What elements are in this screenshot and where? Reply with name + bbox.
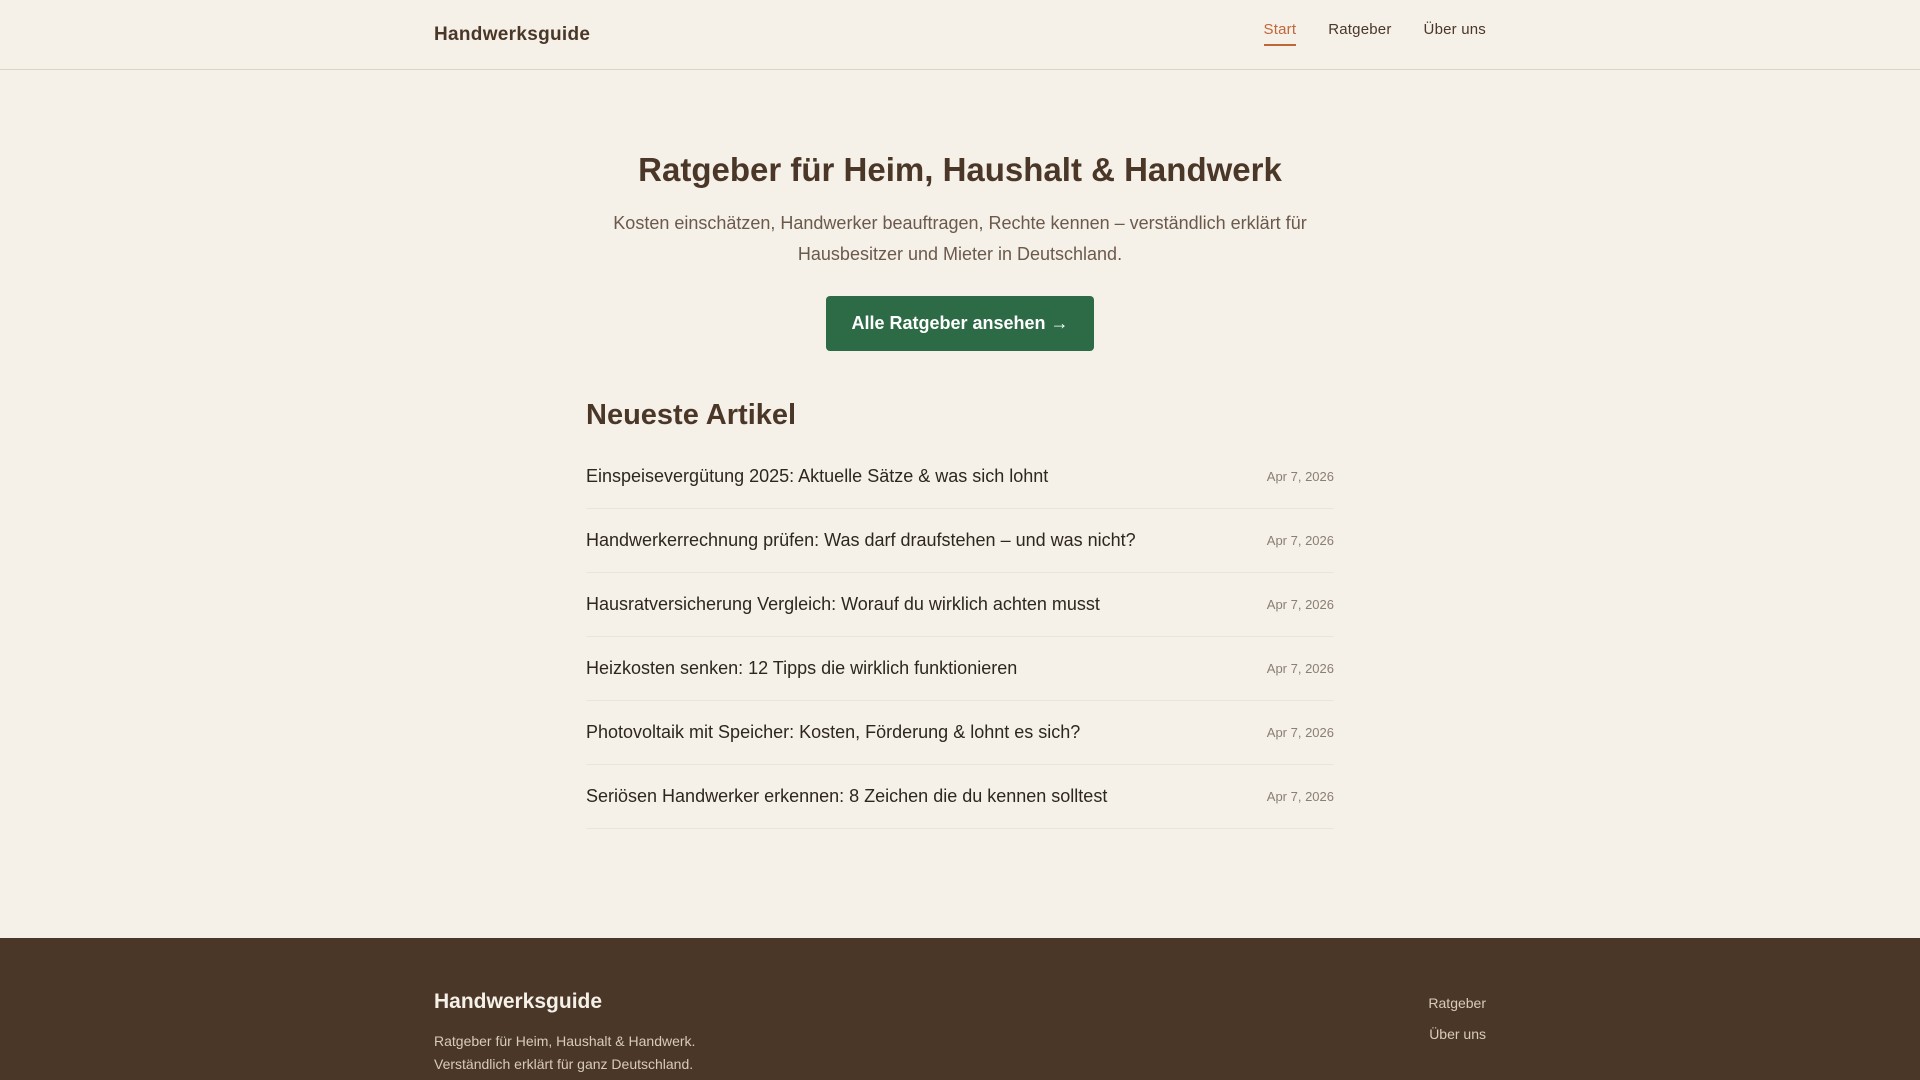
article-title[interactable]: Einspeisevergütung 2025: Aktuelle Sätze & was sich lohnt <box>586 466 1049 486</box>
article-row <box>586 701 1334 765</box>
footer-nav <box>1428 990 1486 1076</box>
hero-subtitle: Kosten einschätzen, Handwerker beauftragen, Rechte kennen – verständlich erklärt für Hausbesitzer und Mieter in Deutschland. <box>613 213 1307 264</box>
nav-item-ratgeber[interactable]: Ratgeber <box>1328 21 1392 38</box>
article-row <box>586 445 1334 509</box>
hero-section <box>0 151 1920 351</box>
footer-description <box>434 1030 734 1076</box>
footer-description-line: Verständlich erklärt für ganz Deutschland. <box>434 1056 694 1072</box>
article-row <box>586 765 1334 829</box>
article-date: Apr 7, 2026 <box>1266 789 1334 804</box>
footer-inner <box>434 938 1486 1076</box>
article-row <box>586 637 1334 701</box>
site-logo[interactable]: Handwerksguide <box>434 24 591 45</box>
latest-articles-section <box>586 399 1334 829</box>
footer-link-ueber-uns[interactable]: Über uns <box>1429 1026 1486 1042</box>
site-footer <box>0 938 1920 1080</box>
article-title[interactable]: Seriösen Handwerker erkennen: 8 Zeichen die du kennen solltest <box>586 786 1108 806</box>
article-title[interactable]: Photovoltaik mit Speicher: Kosten, Förderung & lohnt es sich? <box>586 722 1081 742</box>
article-row <box>586 509 1334 573</box>
header-inner <box>434 0 1486 70</box>
footer-link-ratgeber[interactable]: Ratgeber <box>1428 995 1486 1011</box>
article-date: Apr 7, 2026 <box>1266 725 1334 740</box>
article-title[interactable]: Handwerkerrechnung prüfen: Was darf draufstehen – und was nicht? <box>586 530 1136 550</box>
article-title[interactable]: Heizkosten senken: 12 Tipps die wirklich funktionieren <box>586 658 1018 678</box>
footer-logo: Handwerksguide <box>434 990 603 1013</box>
article-row <box>586 573 1334 637</box>
article-date: Apr 7, 2026 <box>1266 597 1334 612</box>
nav-item-ueber-uns[interactable]: Über uns <box>1423 21 1486 38</box>
footer-description-line: Ratgeber für Heim, Haushalt & Handwerk. <box>434 1033 696 1049</box>
main-nav <box>1264 0 1486 70</box>
article-title[interactable]: Hausratversicherung Vergleich: Worauf du wirklich achten musst <box>586 594 1100 614</box>
nav-item-start[interactable]: Start <box>1264 21 1297 46</box>
hero-title: Ratgeber für Heim, Haushalt & Handwerk <box>638 151 1282 188</box>
article-date: Apr 7, 2026 <box>1266 533 1334 548</box>
article-date: Apr 7, 2026 <box>1266 661 1334 676</box>
all-guides-button[interactable]: Alle Ratgeber ansehen → <box>826 296 1093 351</box>
footer-brand <box>434 990 734 1076</box>
article-date: Apr 7, 2026 <box>1266 469 1334 484</box>
site-header <box>0 0 1920 70</box>
latest-articles-heading: Neueste Artikel <box>586 399 797 431</box>
